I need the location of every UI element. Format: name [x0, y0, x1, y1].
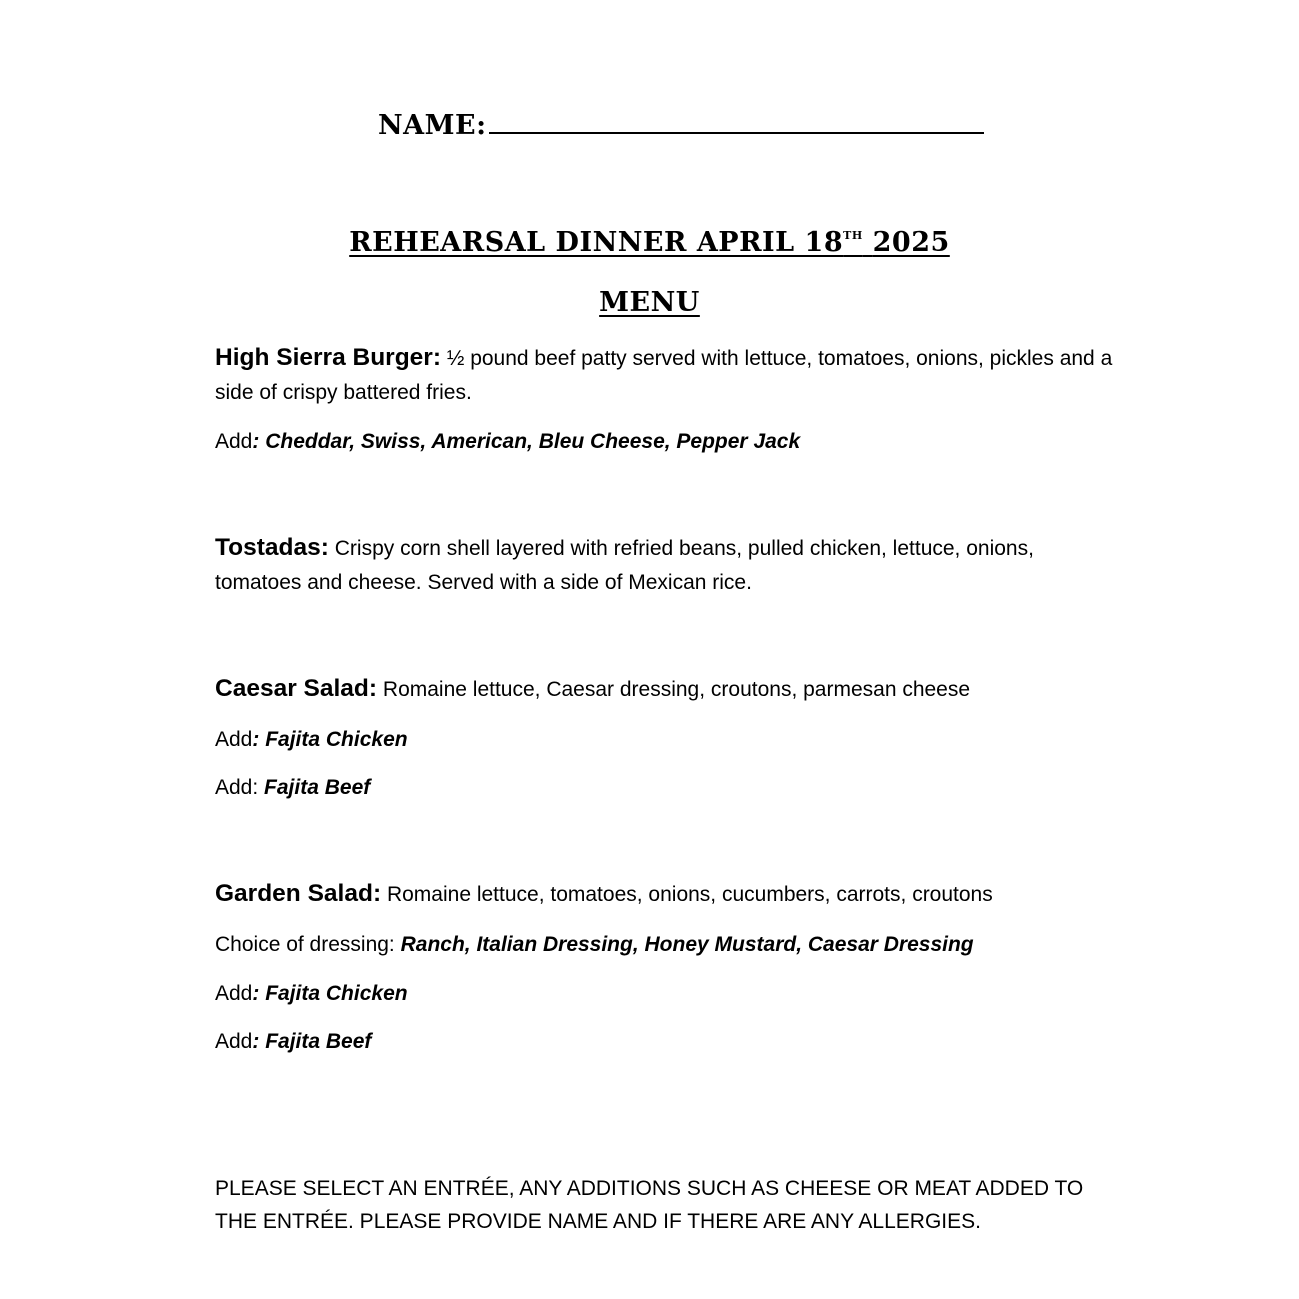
- garden-add-chicken-line: [215, 977, 1115, 1011]
- caesar-add1-option: : Fajita Chicken: [252, 728, 408, 751]
- menu-item-caesar-salad: [215, 672, 1115, 707]
- garden-dressing-line: [215, 928, 1115, 962]
- burger-add-line: [215, 425, 1115, 459]
- event-title-text: REHEARSAL DINNER APRIL 18: [349, 227, 844, 258]
- caesar-add-beef-line: [215, 771, 1115, 805]
- event-title-suffix: TH: [843, 229, 863, 242]
- name-label: NAME:: [378, 110, 487, 141]
- name-field-line: [378, 106, 962, 143]
- garden-description: Romaine lettuce, tomatoes, onions, cucumbers, carrots, croutons: [386, 883, 993, 906]
- menu-heading-text: MENU: [599, 287, 700, 318]
- burger-description: ½ pound beef patty served with lettuce, tomatoes, onions, pickles and a side of crispy battered fries.: [215, 347, 1113, 404]
- garden-add1-option: : Fajita Chicken: [252, 982, 408, 1005]
- caesar-description: Romaine lettuce, Caesar dressing, croutons, parmesan cheese: [382, 678, 971, 701]
- event-title-year: 2025: [872, 227, 950, 258]
- tostadas-description: Crispy corn shell layered with refried beans, pulled chicken, lettuce, onions, tomatoes and cheese. Served with a side of Mexican rice.: [215, 537, 1034, 594]
- garden-add2-option: : Fajita Beef: [252, 1030, 372, 1053]
- caesar-add2-option: Fajita Beef: [264, 776, 371, 799]
- menu-heading: [0, 286, 1299, 320]
- garden-name: Garden Salad:: [215, 880, 382, 907]
- menu-item-garden-salad: [215, 877, 1115, 912]
- garden-add1-label: Add: [215, 982, 253, 1005]
- burger-name: High Sierra Burger:: [215, 344, 441, 371]
- burger-add-label: Add: [215, 430, 253, 453]
- burger-add-options: : Cheddar, Swiss, American, Bleu Cheese, Pepper Jack: [252, 430, 801, 453]
- garden-add2-label: Add: [215, 1030, 253, 1053]
- menu-item-burger: [215, 341, 1115, 410]
- caesar-add2-label: Add:: [215, 776, 265, 799]
- caesar-add1-label: Add: [215, 728, 253, 751]
- caesar-add-chicken-line: [215, 723, 1115, 757]
- garden-dressing-options: Ranch, Italian Dressing, Honey Mustard, Caesar Dressing: [400, 933, 974, 956]
- selection-instructions: PLEASE SELECT AN ENTRÉE, ANY ADDITIONS SUCH AS CHEESE OR MEAT ADDED TO THE ENTRÉE. PLEASE PROVIDE NAME AND IF THERE ARE ANY ALLERGIES.: [215, 1177, 1084, 1233]
- name-blank[interactable]: [489, 106, 984, 134]
- garden-add-beef-line: [215, 1025, 1115, 1059]
- menu-item-tostadas: [215, 531, 1115, 600]
- tostadas-name: Tostadas:: [215, 534, 329, 561]
- event-title: [0, 226, 1299, 260]
- caesar-name: Caesar Salad:: [215, 675, 378, 702]
- garden-dressing-label: Choice of dressing:: [215, 933, 401, 956]
